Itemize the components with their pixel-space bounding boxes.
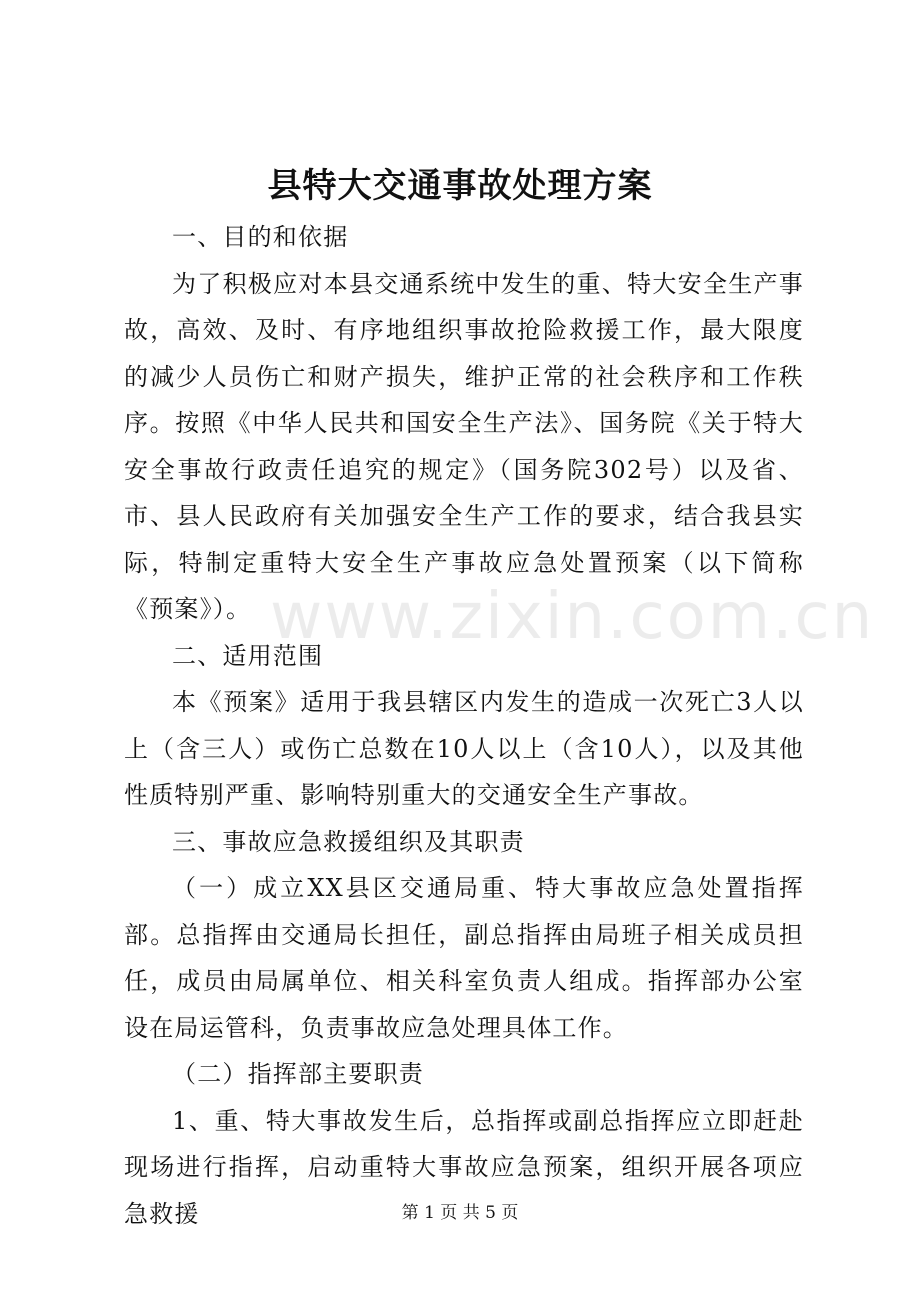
section-heading-organization: 三、事故应急救援组织及其职责 — [172, 827, 525, 856]
page-footer: 第 1 页 共 5 页 — [401, 1203, 519, 1223]
section-heading-scope: 二、适用范围 — [172, 641, 324, 670]
paragraph-purpose: 为了积极应对本县交通系统中发生的重、特大安全生产事故，高效、及时、有序地组织事故抢险救援工作，最大限度的减少人员伤亡和财产损失，维护正常的社会秩序和工作秩序。按照《中华人民共和国安全生产法》、国务院《关于特大安全事故行政责任追究的规定》（国务院302号）以及省、市、县人民政府有关加强安全生产工作的要求，结合我县实际，特制定重特大安全生产事故应急处置预案（以下简称《预案》）。 — [124, 269, 804, 623]
subsection-heading-duties: （二）指挥部主要职责 — [172, 1060, 424, 1088]
paragraph-scope: 本《预案》适用于我县辖区内发生的造成一次死亡3人以上（含三人）或伤亡总数在10人以上（含10人），以及其他性质特别严重、影响特别重大的交通安全生产事故。 — [124, 688, 804, 809]
document-title: 县特大交通事故处理方案 — [267, 166, 653, 206]
paragraph-duties: 1、重、特大事故发生后，总指挥或副总指挥应立即赶赴现场进行指挥，启动重特大事故应急预案，组织开展各项应急救援 — [124, 1106, 804, 1228]
watermark-text: www.zixin.com.cn — [270, 580, 875, 654]
document-body — [124, 214, 804, 1237]
paragraph-organization: （一）成立XX县区交通局重、特大事故应急处置指挥部。总指挥由交通局长担任，副总指挥由局班子相关成员担任，成员由局属单位、相关科室负责人组成。指挥部办公室设在局运管科，负责事故应急处理具体工作。 — [124, 874, 804, 1042]
section-heading-purpose: 一、目的和依据 — [172, 223, 349, 251]
